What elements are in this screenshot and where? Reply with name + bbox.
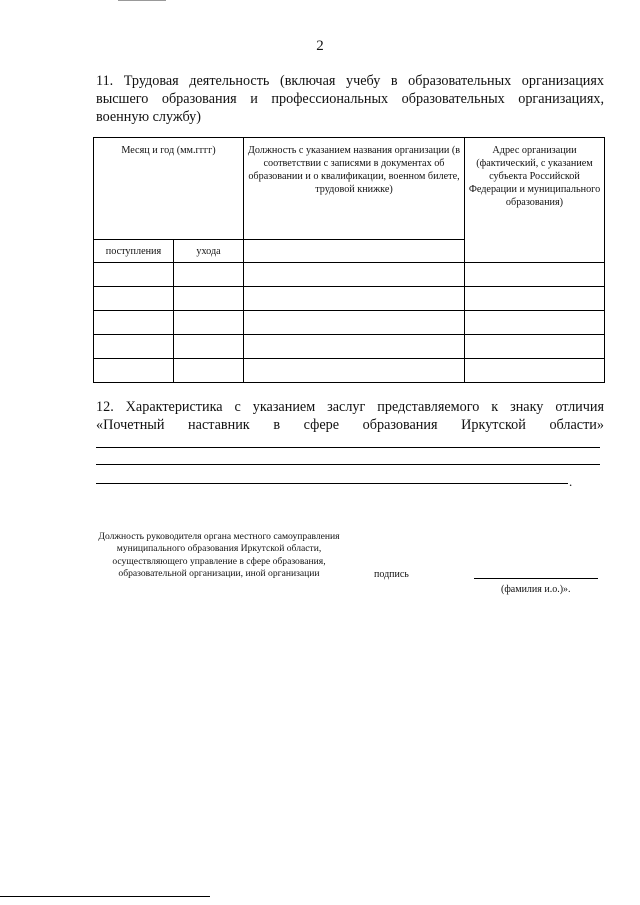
cell-start[interactable] bbox=[94, 263, 174, 287]
section-11-heading: 11. Трудовая деятельность (включая учебу в образовательных организациях высшего образования и профессиональных образовательных организациях, военную службу) bbox=[96, 73, 604, 125]
cell-end[interactable] bbox=[174, 359, 244, 383]
col-month-year-header: Месяц и год (мм.гггг) bbox=[94, 138, 244, 240]
cell-start[interactable] bbox=[94, 359, 174, 383]
cell-end[interactable] bbox=[174, 287, 244, 311]
table-row bbox=[94, 311, 605, 335]
col-position-header: Должность с указанием названия организации (в соответствии с записями в документах об образовании и о квалификации, военном билете, трудовой книжке) bbox=[244, 138, 465, 240]
section-12-heading: 12. Характеристика с указанием заслуг представляемого к знаку отличия «Почетный наставник в сфере образования Иркутской области» bbox=[96, 399, 604, 433]
work-history-table bbox=[93, 137, 605, 383]
cell-position[interactable] bbox=[244, 359, 465, 383]
top-mark bbox=[118, 0, 166, 5]
cell-start[interactable] bbox=[94, 311, 174, 335]
name-line[interactable] bbox=[474, 578, 598, 579]
page-number: 2 bbox=[316, 38, 324, 54]
cell-end[interactable] bbox=[174, 263, 244, 287]
cell-end[interactable] bbox=[174, 311, 244, 335]
col-address-header: Адрес организации (фактический, с указанием субъекта Российской Федерации и муниципального образования) bbox=[465, 138, 605, 263]
table-row bbox=[94, 359, 605, 383]
cell-position[interactable] bbox=[244, 287, 465, 311]
subheader-start: поступления bbox=[94, 240, 174, 263]
cell-position[interactable] bbox=[244, 335, 465, 359]
table-header-row bbox=[94, 138, 605, 240]
cell-position[interactable] bbox=[244, 263, 465, 287]
characteristic-line-2[interactable] bbox=[96, 464, 600, 465]
table-row bbox=[94, 287, 605, 311]
table-row bbox=[94, 335, 605, 359]
signatory-position-text: Должность руководителя органа местного самоуправления муниципального образования Иркутской области, осуществляющего управление в сфере образования, образовательной организации, иной организации bbox=[98, 531, 340, 580]
name-label: (фамилия и.о.)». bbox=[501, 584, 571, 595]
cell-address[interactable] bbox=[465, 263, 605, 287]
table-row bbox=[94, 263, 605, 287]
subheader-end: ухода bbox=[174, 240, 244, 263]
characteristic-line-3[interactable] bbox=[96, 483, 568, 484]
cell-start[interactable] bbox=[94, 287, 174, 311]
cell-position[interactable] bbox=[244, 311, 465, 335]
line-end-period: . bbox=[569, 474, 573, 489]
cell-end[interactable] bbox=[174, 335, 244, 359]
subheader-blank bbox=[244, 240, 465, 263]
cell-start[interactable] bbox=[94, 335, 174, 359]
cell-address[interactable] bbox=[465, 287, 605, 311]
cell-address[interactable] bbox=[465, 359, 605, 383]
cell-address[interactable] bbox=[465, 311, 605, 335]
characteristic-line-1[interactable] bbox=[96, 447, 600, 448]
footer-line bbox=[0, 896, 210, 897]
signature-label: подпись bbox=[374, 569, 409, 580]
cell-address[interactable] bbox=[465, 335, 605, 359]
